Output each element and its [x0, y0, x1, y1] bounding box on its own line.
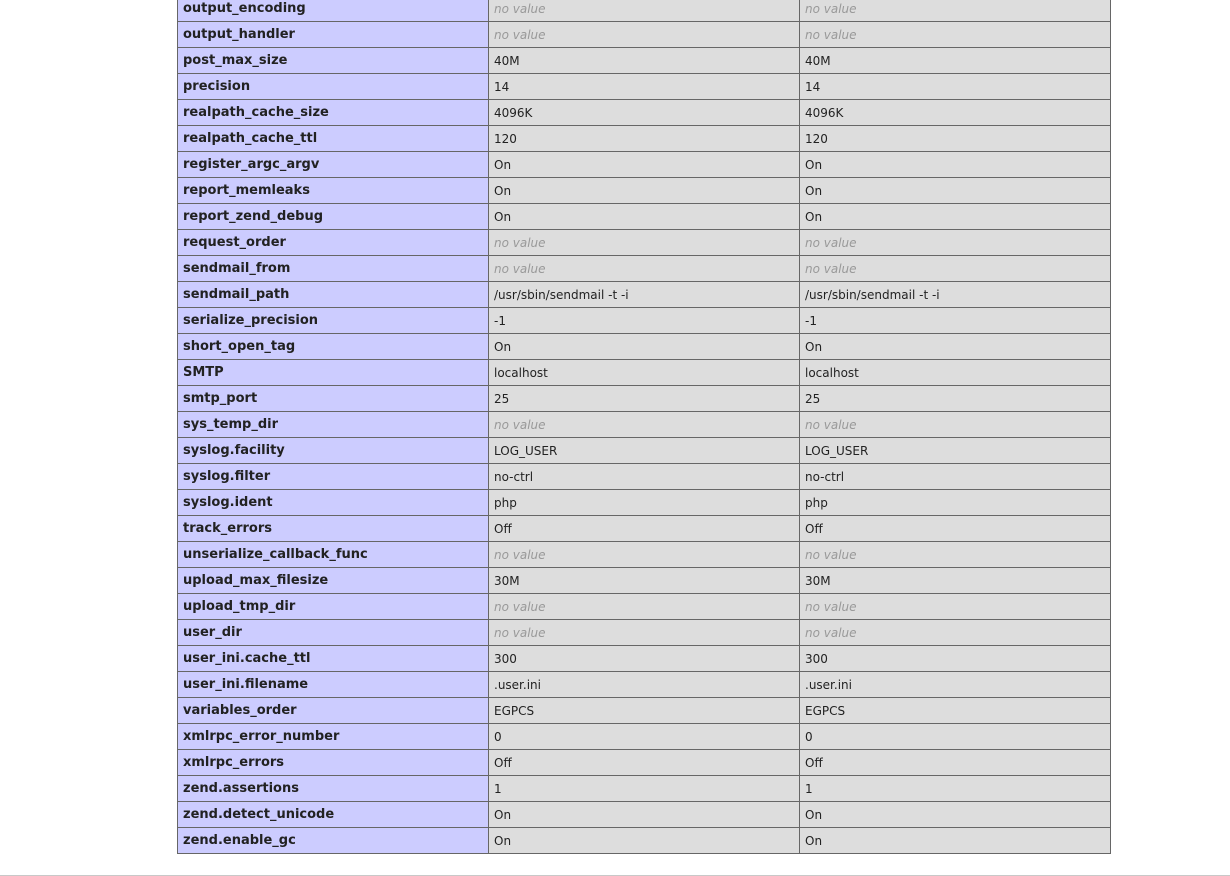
table-row	[178, 828, 1111, 854]
local-value-cell: .user.ini	[489, 672, 800, 698]
local-value-cell: On	[489, 204, 800, 230]
local-value-cell: 25	[489, 386, 800, 412]
table-row	[178, 542, 1111, 568]
table-row	[178, 100, 1111, 126]
ini-directives-body	[178, 0, 1111, 854]
master-value-cell: 4096K	[800, 100, 1111, 126]
table-row	[178, 308, 1111, 334]
local-value-cell: 300	[489, 646, 800, 672]
local-value-cell: no value	[489, 412, 800, 438]
local-value-cell: -1	[489, 308, 800, 334]
local-value-cell: LOG_USER	[489, 438, 800, 464]
directive-name-cell: syslog.ident	[178, 490, 489, 516]
table-row	[178, 516, 1111, 542]
local-value-cell: no-ctrl	[489, 464, 800, 490]
directive-name-cell: realpath_cache_size	[178, 100, 489, 126]
table-row	[178, 464, 1111, 490]
directive-name-cell: zend.detect_unicode	[178, 802, 489, 828]
table-row	[178, 490, 1111, 516]
master-value-cell: EGPCS	[800, 698, 1111, 724]
directive-name-cell: sendmail_path	[178, 282, 489, 308]
directive-name-cell: sendmail_from	[178, 256, 489, 282]
local-value-cell: no value	[489, 620, 800, 646]
table-row	[178, 334, 1111, 360]
master-value-cell: no value	[800, 594, 1111, 620]
directive-name-cell: track_errors	[178, 516, 489, 542]
master-value-cell: -1	[800, 308, 1111, 334]
directive-name-cell: zend.assertions	[178, 776, 489, 802]
table-row	[178, 0, 1111, 22]
local-value-cell: no value	[489, 594, 800, 620]
master-value-cell: no value	[800, 620, 1111, 646]
directive-name-cell: smtp_port	[178, 386, 489, 412]
table-row	[178, 204, 1111, 230]
directive-name-cell: user_dir	[178, 620, 489, 646]
master-value-cell: LOG_USER	[800, 438, 1111, 464]
master-value-cell: 300	[800, 646, 1111, 672]
master-value-cell: On	[800, 178, 1111, 204]
table-row	[178, 282, 1111, 308]
table-row	[178, 152, 1111, 178]
local-value-cell: Off	[489, 750, 800, 776]
local-value-cell: On	[489, 178, 800, 204]
master-value-cell: On	[800, 802, 1111, 828]
local-value-cell: no value	[489, 230, 800, 256]
local-value-cell: 0	[489, 724, 800, 750]
master-value-cell: no value	[800, 256, 1111, 282]
master-value-cell: php	[800, 490, 1111, 516]
table-row	[178, 74, 1111, 100]
master-value-cell: On	[800, 334, 1111, 360]
local-value-cell: On	[489, 802, 800, 828]
master-value-cell: 1	[800, 776, 1111, 802]
master-value-cell: localhost	[800, 360, 1111, 386]
local-value-cell: On	[489, 334, 800, 360]
ini-directives-table	[177, 0, 1111, 854]
local-value-cell: On	[489, 152, 800, 178]
local-value-cell: no value	[489, 256, 800, 282]
directive-name-cell: zend.enable_gc	[178, 828, 489, 854]
local-value-cell: no value	[489, 542, 800, 568]
directive-name-cell: short_open_tag	[178, 334, 489, 360]
master-value-cell: no-ctrl	[800, 464, 1111, 490]
master-value-cell: On	[800, 828, 1111, 854]
table-row	[178, 256, 1111, 282]
local-value-cell: /usr/sbin/sendmail -t -i	[489, 282, 800, 308]
master-value-cell: On	[800, 152, 1111, 178]
directive-name-cell: post_max_size	[178, 48, 489, 74]
master-value-cell: /usr/sbin/sendmail -t -i	[800, 282, 1111, 308]
table-row	[178, 594, 1111, 620]
table-row	[178, 438, 1111, 464]
directive-name-cell: output_handler	[178, 22, 489, 48]
directive-name-cell: realpath_cache_ttl	[178, 126, 489, 152]
master-value-cell: 14	[800, 74, 1111, 100]
master-value-cell: 40M	[800, 48, 1111, 74]
table-row	[178, 750, 1111, 776]
master-value-cell: no value	[800, 0, 1111, 22]
master-value-cell: Off	[800, 750, 1111, 776]
local-value-cell: 120	[489, 126, 800, 152]
table-row	[178, 178, 1111, 204]
directive-name-cell: sys_temp_dir	[178, 412, 489, 438]
table-row	[178, 360, 1111, 386]
master-value-cell: 0	[800, 724, 1111, 750]
directive-name-cell: precision	[178, 74, 489, 100]
local-value-cell: 30M	[489, 568, 800, 594]
master-value-cell: no value	[800, 412, 1111, 438]
local-value-cell: no value	[489, 22, 800, 48]
table-row	[178, 568, 1111, 594]
table-row	[178, 646, 1111, 672]
local-value-cell: no value	[489, 0, 800, 22]
master-value-cell: 25	[800, 386, 1111, 412]
master-value-cell: 30M	[800, 568, 1111, 594]
directive-name-cell: register_argc_argv	[178, 152, 489, 178]
table-row	[178, 776, 1111, 802]
local-value-cell: 4096K	[489, 100, 800, 126]
master-value-cell: 120	[800, 126, 1111, 152]
table-row	[178, 620, 1111, 646]
directive-name-cell: SMTP	[178, 360, 489, 386]
directive-name-cell: xmlrpc_errors	[178, 750, 489, 776]
table-row	[178, 698, 1111, 724]
directive-name-cell: report_zend_debug	[178, 204, 489, 230]
table-row	[178, 126, 1111, 152]
directive-name-cell: upload_max_filesize	[178, 568, 489, 594]
master-value-cell: On	[800, 204, 1111, 230]
table-row	[178, 386, 1111, 412]
master-value-cell: no value	[800, 22, 1111, 48]
table-row	[178, 412, 1111, 438]
master-value-cell: Off	[800, 516, 1111, 542]
directive-name-cell: user_ini.cache_ttl	[178, 646, 489, 672]
local-value-cell: EGPCS	[489, 698, 800, 724]
directive-name-cell: user_ini.filename	[178, 672, 489, 698]
directive-name-cell: unserialize_callback_func	[178, 542, 489, 568]
local-value-cell: 40M	[489, 48, 800, 74]
directive-name-cell: report_memleaks	[178, 178, 489, 204]
table-row	[178, 22, 1111, 48]
directive-name-cell: xmlrpc_error_number	[178, 724, 489, 750]
master-value-cell: .user.ini	[800, 672, 1111, 698]
table-row	[178, 672, 1111, 698]
directive-name-cell: serialize_precision	[178, 308, 489, 334]
directive-name-cell: upload_tmp_dir	[178, 594, 489, 620]
local-value-cell: 14	[489, 74, 800, 100]
directive-name-cell: syslog.facility	[178, 438, 489, 464]
local-value-cell: php	[489, 490, 800, 516]
directive-name-cell: syslog.filter	[178, 464, 489, 490]
local-value-cell: localhost	[489, 360, 800, 386]
table-row	[178, 230, 1111, 256]
table-row	[178, 48, 1111, 74]
master-value-cell: no value	[800, 542, 1111, 568]
directive-name-cell: output_encoding	[178, 0, 489, 22]
directive-name-cell: variables_order	[178, 698, 489, 724]
local-value-cell: 1	[489, 776, 800, 802]
table-row	[178, 802, 1111, 828]
local-value-cell: Off	[489, 516, 800, 542]
local-value-cell: On	[489, 828, 800, 854]
directive-name-cell: request_order	[178, 230, 489, 256]
master-value-cell: no value	[800, 230, 1111, 256]
table-row	[178, 724, 1111, 750]
